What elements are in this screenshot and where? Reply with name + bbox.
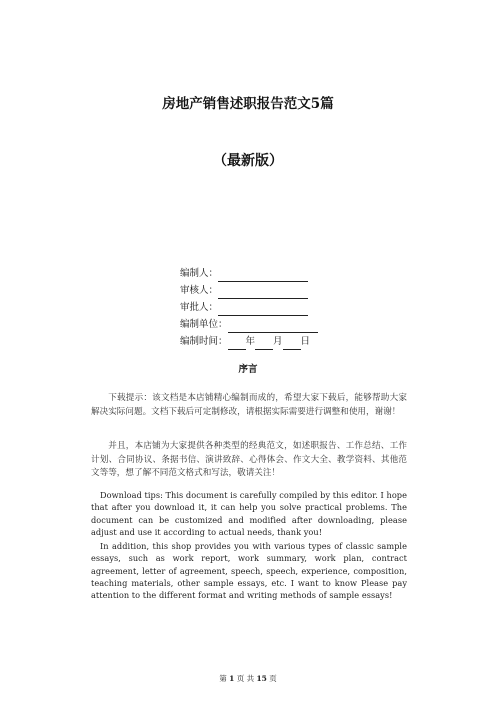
preface-paragraph-4: In addition, this shop provides you with various types of classic sample essays, such as work report, work summary, work plan, contract agreement, letter of agreement, speech, speech, experience, composition, teaching materials, other sample essays, etc. I want to know Please pay attention to the different format and writing methods of sample essays!: [91, 541, 407, 601]
day-field[interactable]: [283, 337, 301, 350]
preface-paragraph-1: 下载提示：该文档是本店铺精心编制而成的，希望大家下载后，能够帮助大家解决实际问题。文档下载后可定制修改，请根据实际需要进行调整和使用，谢谢！: [91, 393, 407, 417]
reviewer-row: [180, 282, 318, 299]
reviewer-field[interactable]: [218, 286, 308, 299]
preface-heading: 序言: [238, 364, 258, 375]
time-label: 编制时间：: [180, 336, 228, 347]
month-field[interactable]: [255, 337, 273, 350]
page-footer: [0, 673, 496, 684]
year-field[interactable]: [228, 337, 246, 350]
day-label: 日: [300, 336, 311, 347]
footer-suffix: 页: [269, 674, 277, 683]
editor-label: 编制人：: [180, 268, 219, 279]
reviewer-label: 审核人：: [180, 285, 219, 296]
approver-field[interactable]: [218, 303, 308, 316]
unit-field[interactable]: [228, 320, 318, 333]
time-row: [180, 333, 318, 350]
footer-middle: 页 共: [236, 674, 255, 683]
approver-row: [180, 299, 318, 316]
approver-label: 审批人：: [180, 302, 219, 313]
footer-prefix: 第: [219, 674, 227, 683]
preface-paragraph-2: 并且，本店铺为大家提供各种类型的经典范文，如述职报告、工作总结、工作计划、合同协议、条据书信、演讲致辞、心得体会、作文大全、教学资料、其他范文等等，想了解不同范文格式和写法，敬请关注！: [91, 441, 407, 479]
editor-field[interactable]: [218, 269, 308, 282]
document-title: 房地产销售述职报告范文5篇: [162, 96, 334, 112]
total-pages: 15: [256, 674, 267, 683]
editor-row: [180, 265, 318, 282]
month-label: 月: [273, 336, 283, 347]
meta-block: [180, 265, 318, 350]
document-subtitle: （最新版）: [213, 153, 283, 169]
preface-paragraph-3: Download tips: This document is carefully compiled by this editor. I hope that after you download it, it can help you solve practical problems. The document can be customized and modified after downloading, please adjust and use it according to actual needs, thank you!: [91, 490, 407, 537]
unit-row: [180, 316, 318, 333]
unit-label: 编制单位：: [180, 319, 228, 330]
page-number: 1: [229, 674, 235, 683]
year-label: 年: [245, 336, 256, 347]
